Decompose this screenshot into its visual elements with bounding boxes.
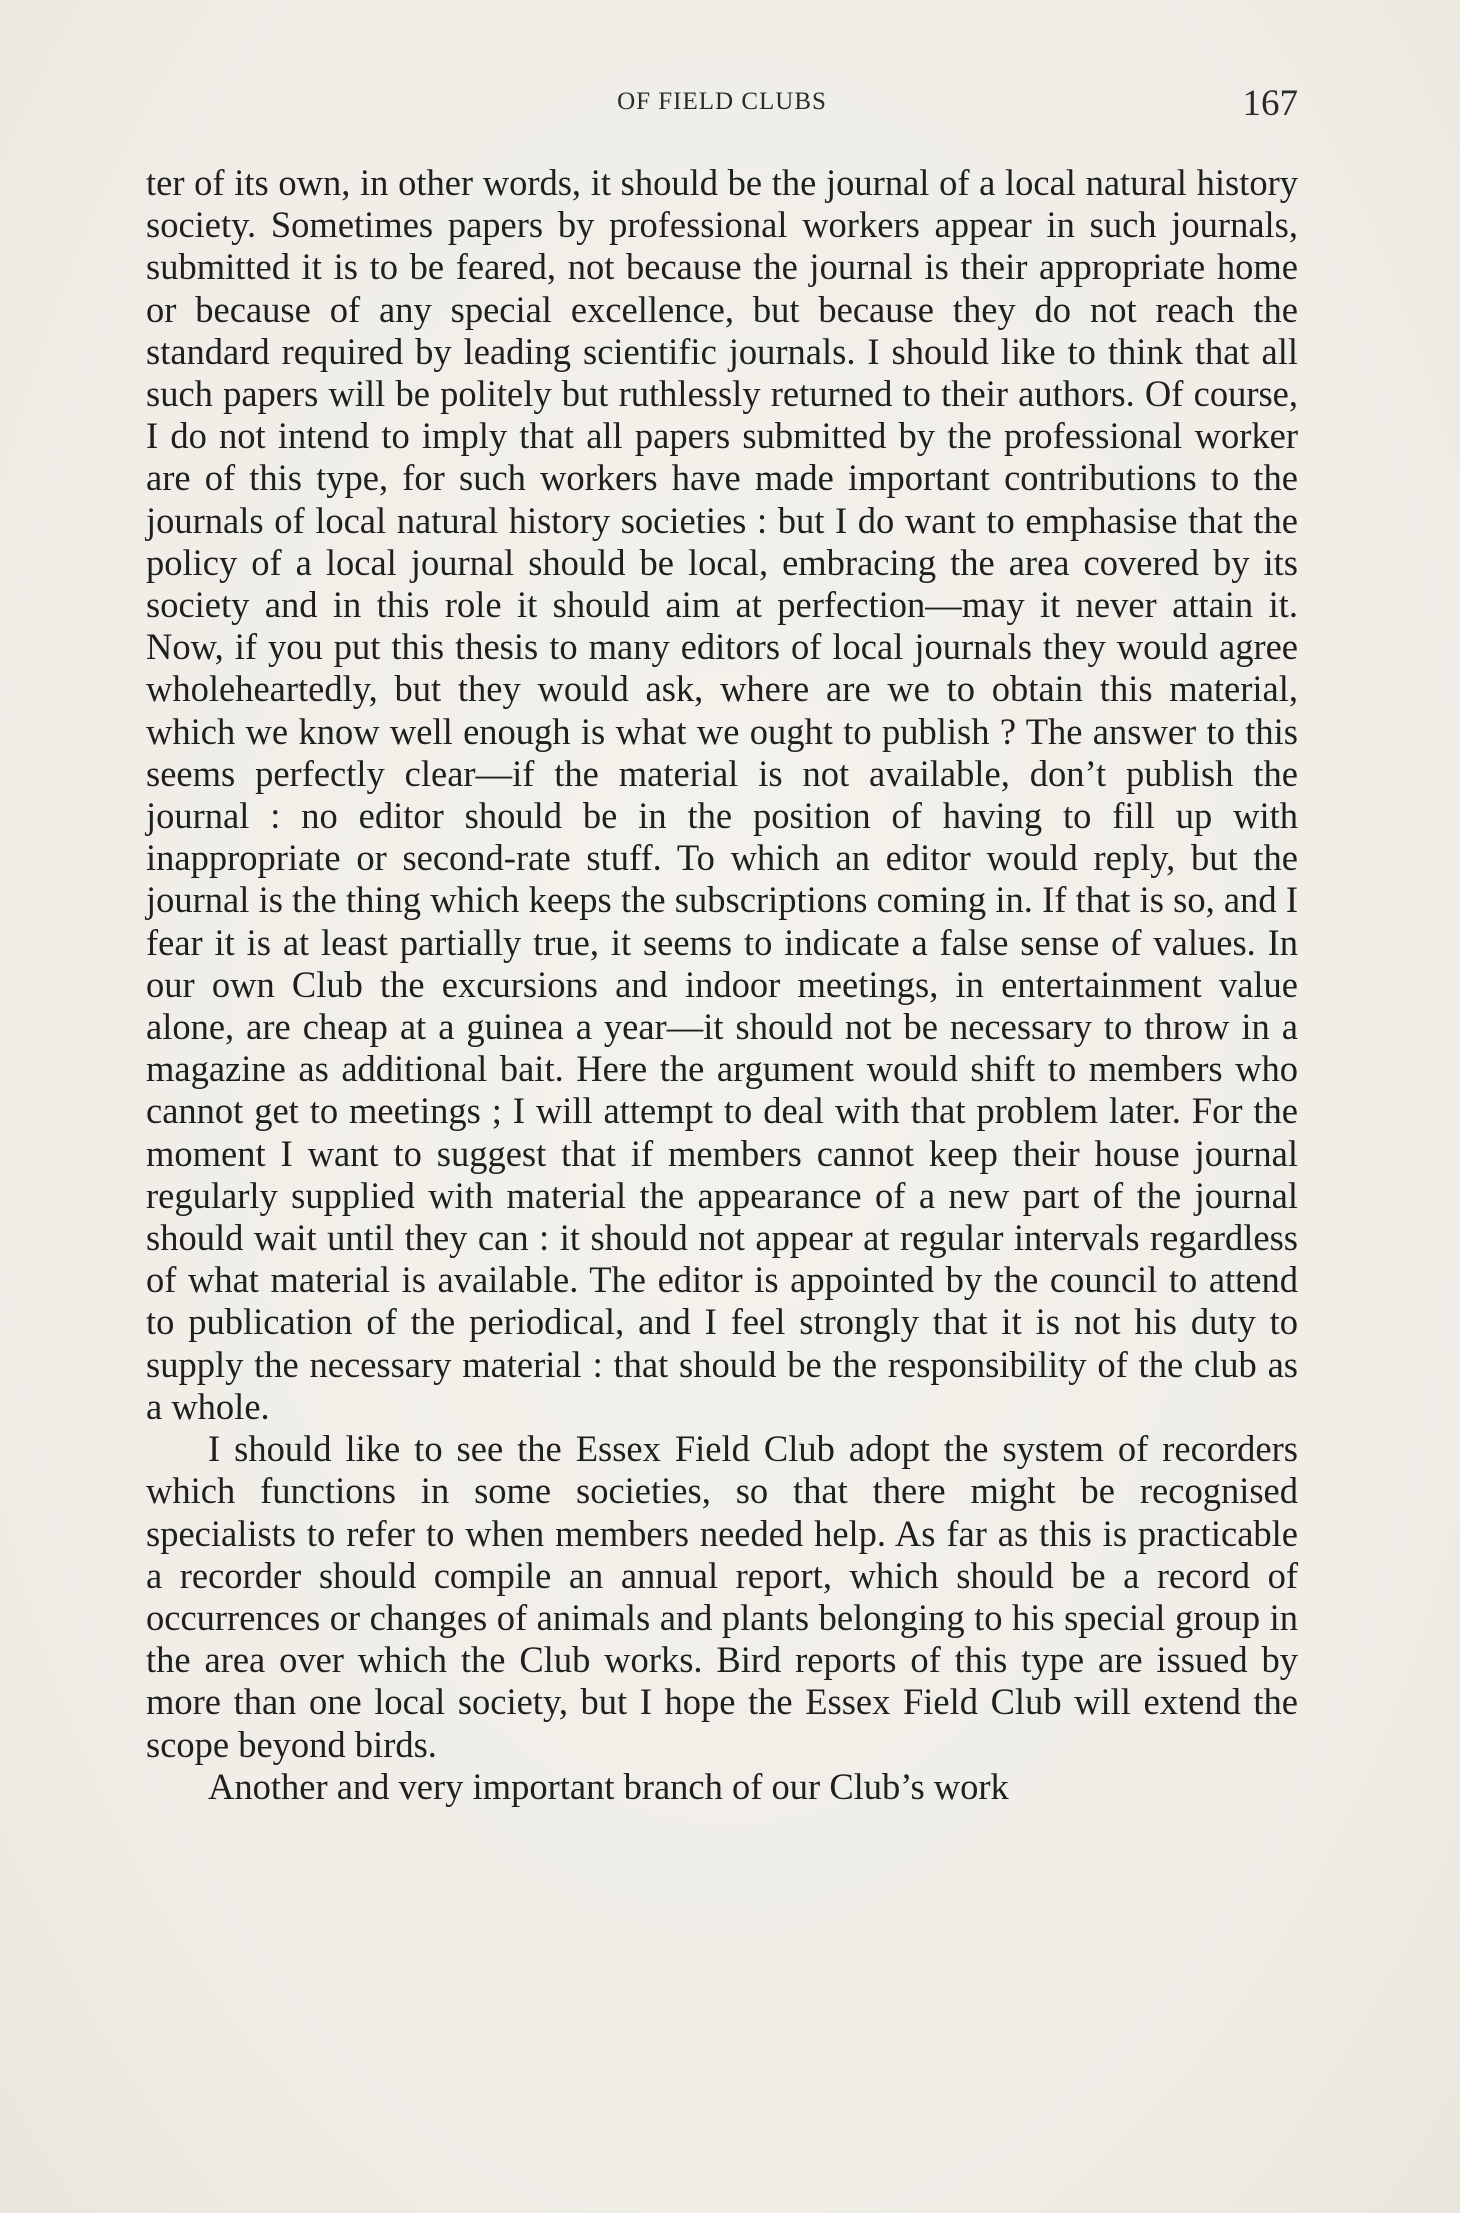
- running-title: OF FIELD CLUBS: [617, 88, 827, 115]
- paragraph-branch-of-work: Another and very important branch of our Club’s work: [208, 1765, 1009, 1807]
- paragraph-recorders: I should like to see the Essex Field Club adopt the system of recorders which functions in some societies, so that there might be recognised specialists to refer to when members needed help. As far as this is practicable a recorder should compile an annual report, which should be a record of occurrences or changes of animals and plants belonging to his special group in the area over which the Club works. Bird reports of this type are issued by more than one local society, but I hope the Essex Field Club will extend the scope beyond birds.: [146, 1428, 1298, 1765]
- running-head: [146, 82, 1298, 132]
- page-number: 167: [1242, 83, 1298, 124]
- paragraph-continued: ter of its own, in other words, it should be the journal of a local natural history society. Sometimes papers by professional workers appear in such journals, submitted it is to be feared, not because the journal is their appropriate home or because of any special excellence, but because they do not reach the standard required by leading scientific journals. I should like to think that all such papers will be politely but ruthlessly returned to their authors. Of course, I do not intend to imply that all papers submitted by the professional worker are of this type, for such workers have made important contributions to the journals of local natural history societies : but I do want to emphasise that the policy of a local journal should be local, embracing the area covered by its society and in this role it should aim at perfection—may it never attain it. Now, if you put this thesis to many editors of local journals they would agree wholeheartedly, but they would ask, where are we to obtain this material, which we know well enough is what we ought to publish ? The answer to this seems perfectly clear—if the material is not available, don’t publish the journal : no editor should be in the position of having to fill up with inappropriate or second-rate stuff. To which an editor would reply, but the journal is the thing which keeps the subscriptions coming in. If that is so, and I fear it is at least partially true, it seems to indicate a false sense of values. In our own Club the excursions and indoor meetings, in entertainment value alone, are cheap at a guinea a year—it should not be necessary to throw in a magazine as additional bait. Here the argument would shift to members who cannot get to meetings ; I will attempt to deal with that problem later. For the moment I want to suggest that if members cannot keep their house journal regularly supplied with material the appearance of a new part of the journal should wait until they can : it should not appear at regular intervals regardless of what material is available. The editor is appointed by the council to attend to publication of the periodical, and I feel strongly that it is not his duty to supply the necessary material : that should be the responsibility of the club as a whole.: [146, 162, 1298, 1427]
- body-text: [146, 162, 1298, 1808]
